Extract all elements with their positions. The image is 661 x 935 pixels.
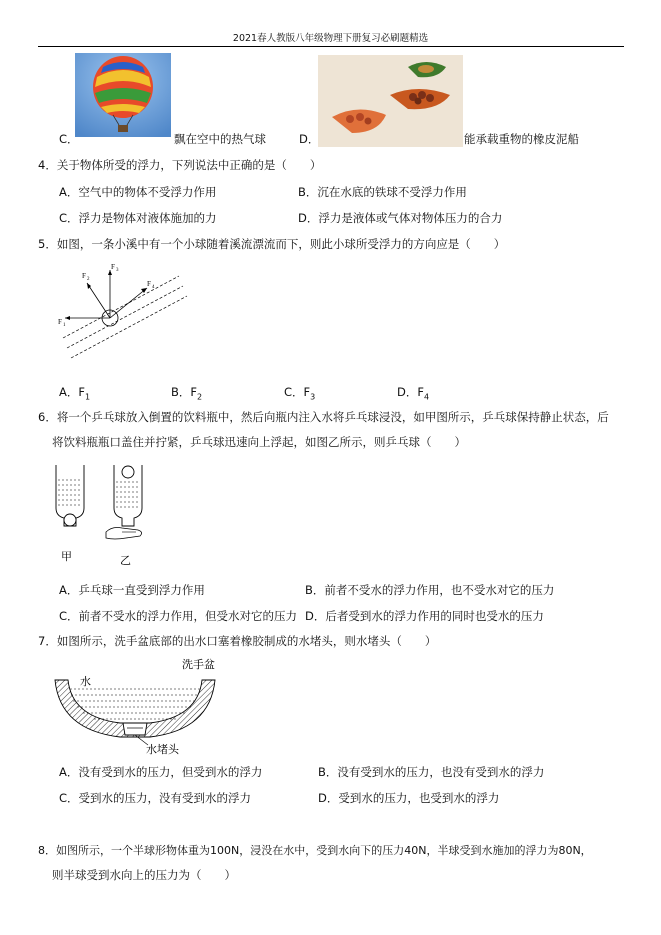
header-rule bbox=[38, 46, 624, 47]
q7-option-c: C．受到水的压力，没有受到水的浮力 bbox=[59, 791, 252, 805]
q7-basin-diagram bbox=[50, 655, 220, 755]
q7-option-b: B．没有受到水的压力，也没有受到水的浮力 bbox=[318, 765, 545, 779]
q3-option-c-label: C． bbox=[59, 132, 79, 146]
q6-option-a: A．乒乓球一直受到浮力作用 bbox=[59, 583, 205, 597]
f1-label: F bbox=[58, 318, 62, 326]
f2-label: F bbox=[82, 272, 86, 280]
q8-stem-line1: 8．如图所示，一个半球形物体重为100N，浸没在水中，受到水向下的压力40N，半球受到水施加的浮力为80N， bbox=[38, 844, 592, 857]
label-jia: 甲 bbox=[61, 550, 72, 563]
q4-option-a: A．空气中的物体不受浮力作用 bbox=[59, 185, 217, 199]
q3-option-d-label: D． bbox=[299, 132, 320, 146]
q6-option-d: D．后者受到水的浮力作用的同时也受水的压力 bbox=[305, 609, 544, 623]
q5-option-b: B．$F_2$ bbox=[171, 385, 203, 402]
q7-option-d: D．受到水的压力，也受到水的浮力 bbox=[318, 791, 500, 805]
q3-option-c-text: 飘在空中的热气球 bbox=[174, 132, 266, 146]
q4-option-b: B．沉在水底的铁球不受浮力作用 bbox=[298, 185, 467, 199]
hot-air-balloon-image bbox=[75, 53, 171, 137]
q5-option-d: D．$F_4$ bbox=[397, 385, 430, 402]
label-basin: 洗手盆 bbox=[182, 658, 215, 671]
page-header: 2021春人教版八年级物理下册复习必刷题精选 bbox=[232, 33, 429, 44]
q6-stem-line1: 6．将一个乒乓球放入倒置的饮料瓶中，然后向瓶内注入水将乒乓球浸没，如甲图所示，乒乓球保持静止状态，后 bbox=[38, 410, 609, 424]
q3-option-d-text: 能承载重物的橡皮泥船 bbox=[464, 132, 579, 146]
q7-option-a: A．没有受到水的压力，但受到水的浮力 bbox=[59, 765, 263, 779]
q7-stem: 7．如图所示，洗手盆底部的出水口塞着橡胶制成的水堵头，则水堵头（ ） bbox=[38, 634, 437, 648]
f4-sub: 4 bbox=[152, 285, 155, 290]
label-water: 水 bbox=[80, 675, 91, 688]
q4-option-c: C．浮力是物体对液体施加的力 bbox=[59, 211, 217, 225]
q6-option-b: B．前者不受水的浮力作用，也不受水对它的压力 bbox=[305, 583, 555, 597]
clay-boat-graphic bbox=[318, 55, 463, 147]
clay-boat-image bbox=[318, 55, 463, 147]
q5-option-a: A．$F_1$ bbox=[59, 385, 91, 402]
label-yi: 乙 bbox=[120, 554, 131, 567]
label-plug: 水堵头 bbox=[146, 743, 179, 756]
q4-stem: 4．关于物体所受的浮力，下列说法中正确的是（ ） bbox=[38, 158, 322, 172]
q4-option-d: D．浮力是液体或气体对物体压力的合力 bbox=[298, 211, 503, 225]
q6-stem-line2: 将饮料瓶瓶口盖住并拧紧，乒乓球迅速向上浮起，如图乙所示，则乒乓球（ ） bbox=[52, 435, 466, 449]
q8-stem-line2: 则半球受到水向上的压力为（ ） bbox=[52, 868, 236, 882]
f2-sub: 2 bbox=[87, 277, 90, 282]
q5-force-diagram bbox=[55, 258, 190, 368]
q6-bottle-diagram bbox=[48, 460, 158, 570]
f1-sub: 1 bbox=[63, 323, 66, 328]
f3-label: F bbox=[111, 263, 115, 271]
f4-label: F bbox=[147, 280, 151, 288]
f3-sub: 3 bbox=[116, 268, 119, 273]
q5-stem: 5．如图，一条小溪中有一个小球随着溪流漂流而下，则此小球所受浮力的方向应是（ ） bbox=[38, 237, 506, 251]
q6-option-c: C．前者不受水的浮力作用，但受水对它的压力 bbox=[59, 609, 298, 623]
hot-air-balloon-graphic bbox=[75, 53, 171, 137]
q5-option-c: C．$F_3$ bbox=[284, 385, 316, 402]
